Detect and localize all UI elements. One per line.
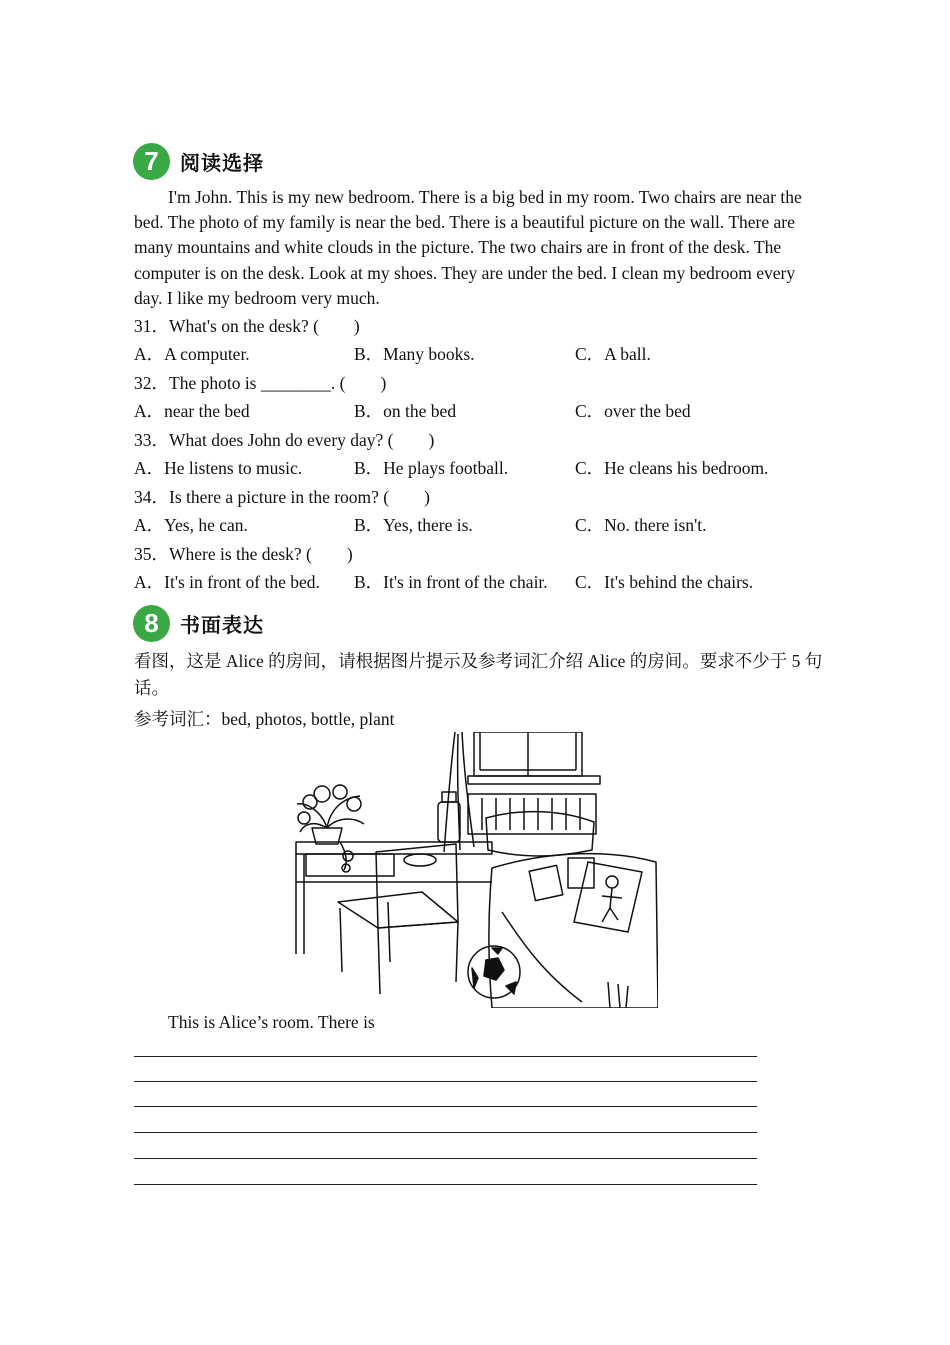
- answer-line[interactable]: [134, 1106, 757, 1107]
- section-8-title: 书面表达: [180, 613, 264, 637]
- reading-passage: I'm John. This is my new bedroom. There is a big bed in my room. Two chairs are near the bed. The photo of my family is near the bed. There is a beautiful picture on the wall. There are many mountains and white clouds in the picture. The two chairs are in front of the desk. The computer is on the desk. Look at my shoes. They are under the bed. I clean my bedroom every day. I like my bedroom very much.: [134, 187, 802, 308]
- option-32-c[interactable]: C．over the bed: [575, 401, 691, 421]
- option-31-a[interactable]: A．A computer.: [134, 344, 250, 364]
- option-35-b[interactable]: B．It's in front of the chair.: [354, 572, 548, 592]
- photos: [529, 858, 642, 932]
- option-33-a[interactable]: A．He listens to music.: [134, 458, 303, 478]
- answer-line[interactable]: [134, 1184, 757, 1185]
- writing-instruction: 看图，这是 Alice 的房间，请根据图片提示及参考词汇介绍 Alice 的房间。要求不少于 5 句话。: [134, 651, 823, 698]
- desk: [296, 842, 492, 954]
- soccer-ball: [468, 946, 520, 998]
- plant: [297, 785, 364, 872]
- question-34: 34．Is there a picture in the room? ( ): [134, 487, 430, 507]
- answer-line[interactable]: [134, 1056, 757, 1057]
- section-8-header: [133, 605, 264, 642]
- writing-starter: This is Alice’s room. There is: [168, 1012, 375, 1032]
- answer-line[interactable]: [134, 1081, 757, 1082]
- option-32-b[interactable]: B．on the bed: [354, 401, 457, 421]
- option-32-a[interactable]: A．near the bed: [134, 401, 250, 421]
- answer-line[interactable]: [134, 1158, 757, 1159]
- option-31-c[interactable]: C．A ball.: [575, 344, 651, 364]
- bedroom-illustration: [292, 732, 658, 1008]
- option-35-c[interactable]: C．It's behind the chairs.: [575, 572, 754, 592]
- option-34-b[interactable]: B．Yes, there is.: [354, 515, 473, 535]
- option-31-b[interactable]: B．Many books.: [354, 344, 475, 364]
- answer-line[interactable]: [134, 1132, 757, 1133]
- question-32: 32．The photo is ________. ( ): [134, 373, 387, 393]
- section-8-badge: 8: [133, 605, 170, 642]
- reference-vocabulary: 参考词汇：bed, photos, bottle, plant: [134, 709, 395, 729]
- option-33-c[interactable]: C．He cleans his bedroom.: [575, 458, 769, 478]
- option-34-a[interactable]: A．Yes, he can.: [134, 515, 248, 535]
- section-7-header: [133, 143, 264, 180]
- option-34-c[interactable]: C．No. there isn't.: [575, 515, 707, 535]
- section-7-title: 阅读选择: [180, 151, 264, 175]
- option-33-b[interactable]: B．He plays football.: [354, 458, 509, 478]
- question-31: 31．What's on the desk? ( ): [134, 316, 360, 336]
- chair: [338, 844, 458, 994]
- window: [468, 732, 600, 784]
- option-35-a[interactable]: A．It's in front of the bed.: [134, 572, 320, 592]
- question-33: 33．What does John do every day? ( ): [134, 430, 435, 450]
- section-7-badge: 7: [133, 143, 170, 180]
- bottle: [438, 792, 460, 842]
- question-35: 35．Where is the desk? ( ): [134, 544, 353, 564]
